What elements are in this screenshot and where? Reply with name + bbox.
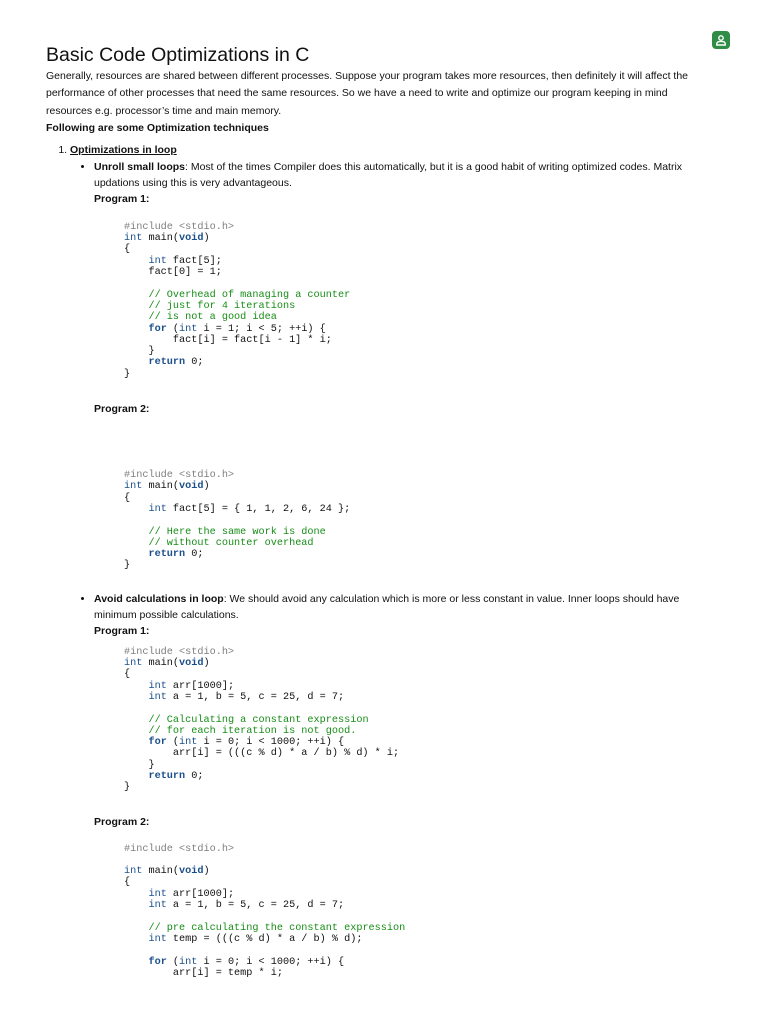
section-title-loop: Optimizations in loop	[70, 143, 177, 156]
techniques-list	[46, 142, 706, 979]
program-label: Program 1:	[94, 192, 150, 205]
list-item-avoid-calculations	[94, 591, 706, 979]
technique-loop-optimizations	[70, 142, 706, 979]
article	[46, 42, 706, 979]
code-block-unroll-program2: #include <stdio.h> int main(void) { int fact[5] = { 1, 1, 2, 6, 24 }; // Here the same work is done // without counter overhead return 0; }	[124, 470, 351, 572]
intro-paragraph: Generally, resources are shared between different processes. Suppose your program takes more resources, then definitely it will affect the performance of other processes that need the same resources. So we have a need to write and optimize our program keeping in mind resources e.g. processor’s time and main memory.	[46, 70, 688, 117]
program-label: Program 1:	[94, 624, 150, 637]
user-icon	[715, 34, 727, 46]
program-label: Program 2:	[94, 815, 150, 828]
unroll-text: : Most of the times Compiler does this automatically, but it is a good habit of writing optimized codes. Matrix updations using this is very advantageous.	[94, 160, 683, 189]
techniques-heading: Following are some Optimization techniques	[46, 121, 269, 134]
list-item-unroll	[94, 159, 706, 572]
program-label: Program 2:	[94, 403, 150, 416]
user-profile-button[interactable]	[712, 31, 730, 49]
avoid-calc-text: : We should avoid any calculation which is more or less constant in value. Inner loops should have minimum possible calculations.	[94, 592, 680, 621]
code-block-avoid-program1: #include <stdio.h> int main(void) { int arr[1000]; int a = 1, b = 5, c = 25, d = 7; // Calculating a constant expression // for each iteration is not good. for (int i = 0; i < 1000; ++i) { arr[i] = (((c % d) * a / b) % d) * i; } return 0; }	[124, 646, 400, 794]
code-block-avoid-program2: #include <stdio.h> int main(void) { int arr[1000]; int a = 1, b = 5, c = 25, d = 7; // pre calculating the constant expression int temp = (((c % d) * a / b) % d); for (int i = 0; i < 1000; ++i) { arr[i] = temp * i;	[124, 843, 406, 979]
loop-techniques-list	[70, 159, 706, 979]
avoid-calc-label: Avoid calculations in loop	[94, 592, 224, 605]
unroll-label: Unroll small loops	[94, 160, 186, 173]
code-block-unroll-program1: #include <stdio.h> int main(void) { int fact[5]; fact[0] = 1; // Overhead of managing a counter // just for 4 iterations // is not a good idea for (int i = 1; i < 5; ++i) { fact[i] = fact[i - 1] * i; } return 0; }	[124, 221, 351, 380]
page-title: Basic Code Optimizations in C	[46, 44, 310, 66]
